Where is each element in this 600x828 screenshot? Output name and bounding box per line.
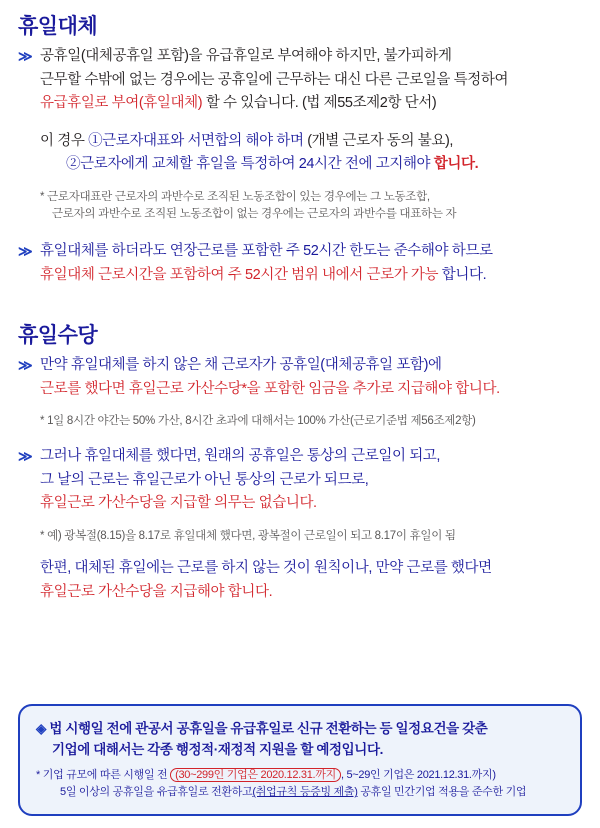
footnote: * 예) 광복절(8.15)을 8.17로 휴일대체 했다면, 광복절이 근로일이 되고 8.17이 휴일이 됨 xyxy=(40,529,456,542)
text-run: , 5~29인 기업은 2021.12.31.까지) xyxy=(340,768,496,781)
text-run: * 기업 규모에 따른 시행일 전 xyxy=(36,768,171,781)
footnote: * 근로자대표란 근로자의 과반수로 조직된 노동조합이 있는 경우에는 그 노동조합, xyxy=(40,190,430,203)
section-title-holiday-substitution: 휴일대체 xyxy=(18,15,98,38)
footnote-group xyxy=(40,189,582,225)
paragraph-block-conditions xyxy=(18,130,582,177)
support-callout-box xyxy=(18,704,582,816)
text-line xyxy=(40,92,582,115)
text-run: 휴일대체를 하더라도 연장근로를 포함한 주 52시간 한도는 준수해야 하므로 xyxy=(40,243,493,260)
text-run: 합니다. xyxy=(433,156,479,173)
text-run: 법 시행일 전에 관공서 공휴일을 유급휴일로 신규 전환하는 등 일정요건을 갖춘 xyxy=(49,720,488,736)
text-run: 근무할 수밖에 없는 경우에는 공휴일에 근무하는 대신 다른 근로일을 특정하여 xyxy=(40,71,509,88)
paragraph-block-no-extra-pay xyxy=(18,445,582,515)
text-line xyxy=(40,469,582,492)
footnote-group xyxy=(40,413,582,431)
text-run: 휴일근로 가산수당을 지급할 의무는 없습니다. xyxy=(40,495,317,512)
text-run: 유급휴일로 부여(휴일대체) xyxy=(40,95,203,112)
double-chevron-icon: ≫ xyxy=(18,243,31,260)
text-run: 공휴일 민간기업 적용을 준수한 기업 xyxy=(357,786,527,799)
footnote-group xyxy=(40,528,582,546)
text-run: (개별 근로자 동의 불요), xyxy=(307,132,454,149)
text-run-highlight: (30~299인 기업은 2020.12.31.까지 xyxy=(170,768,341,782)
text-line xyxy=(40,130,582,153)
double-chevron-icon: ≫ xyxy=(18,448,31,465)
text-run: 합니다. xyxy=(441,266,487,283)
paragraph-block xyxy=(18,45,582,115)
text-run: 만약 휴일대체를 하지 않은 채 근로자가 공휴일(대체공휴일 포함)에 xyxy=(40,357,442,374)
callout-line xyxy=(36,739,564,761)
text-run: 5일 이상의 공휴일을 유급휴일로 전환하고 xyxy=(60,786,253,799)
text-line xyxy=(40,492,582,515)
callout-footnote xyxy=(36,784,564,802)
diamond-icon: ◈ xyxy=(36,720,46,736)
text-line xyxy=(40,153,582,176)
text-run: 공휴일(대체공휴일 포함)을 유급휴일로 부여해야 하지만, 불가피하게 xyxy=(40,48,452,65)
text-run: 휴일대체 근로시간을 포함하여 주 52시간 범위 내에서 근로가 가능 xyxy=(40,266,439,283)
callout-line xyxy=(36,718,564,740)
callout-footnote xyxy=(36,767,564,785)
footnote: 근로자의 과반수로 조직된 노동조합이 없는 경우에는 근로자의 과반수를 대표하는 자 xyxy=(52,208,457,221)
text-run: 할 수 있습니다. (법 제55조제2항 단서) xyxy=(205,95,437,112)
footnote: * 1일 8시간 야간는 50% 가산, 8시간 초과에 대해서는 100% 가산(근로기준법 제56조제2항) xyxy=(40,415,476,428)
text-line xyxy=(40,240,582,263)
text-line xyxy=(40,264,582,287)
text-run-underline: (취업규칙 등증빙 제출) xyxy=(252,786,358,799)
double-chevron-icon: ≫ xyxy=(18,357,31,374)
text-line xyxy=(40,45,582,68)
text-run: 휴일근로 가산수당을 지급해야 합니다. xyxy=(40,583,273,600)
text-run: 그러나 휴일대체를 했다면, 원래의 공휴일은 통상의 근로일이 되고, xyxy=(40,448,441,465)
text-run-condition-2: ②근로자에게 교체할 휴일을 특정하여 24시간 전에 고지해야 xyxy=(66,156,434,173)
text-run-condition-1: ①근로자대표와 서면합의 해야 하며 xyxy=(88,132,304,149)
text-line xyxy=(40,557,582,580)
text-run: 기업에 대해서는 각종 행정적·재정적 지원을 할 예정입니다. xyxy=(52,742,383,758)
text-run: 그 날의 근로는 휴일근로가 아닌 통상의 근로가 되므로, xyxy=(40,471,369,488)
paragraph-block-52hours xyxy=(18,240,582,287)
paragraph-block xyxy=(18,354,582,401)
paragraph-block-substituted-holiday xyxy=(18,557,582,604)
text-line xyxy=(40,69,582,92)
text-run: 근로를 했다면 휴일근로 가산수당*을 포함한 임금을 추가로 지급해야 합니다. xyxy=(40,380,500,397)
text-line xyxy=(40,445,582,468)
section-title-holiday-allowance: 휴일수당 xyxy=(18,324,98,348)
text-run: 한편, 대체된 휴일에는 근로를 하지 않는 것이 원칙이나, 만약 근로를 했다면 xyxy=(40,560,492,577)
text-line xyxy=(40,581,582,604)
text-run: 이 경우 xyxy=(40,132,89,149)
text-line xyxy=(40,378,582,401)
double-chevron-icon: ≫ xyxy=(18,48,31,65)
text-line xyxy=(40,354,582,377)
